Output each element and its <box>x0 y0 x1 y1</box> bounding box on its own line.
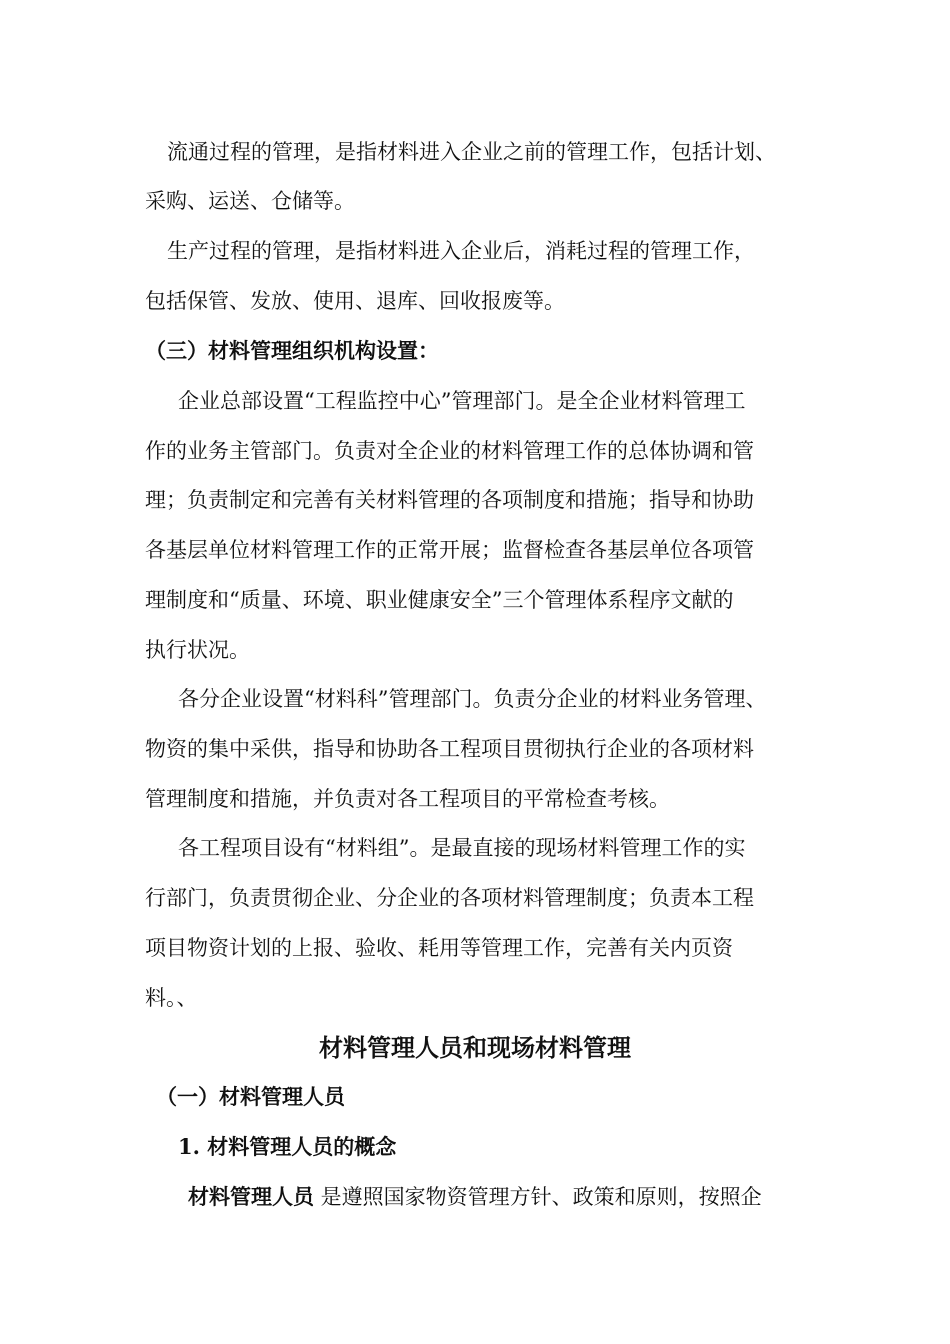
paragraph-line: 包括保管、发放、使用、退库、回收报废等。 <box>145 289 565 313</box>
item-heading: 1. 材料管理人员的概念 <box>178 1134 397 1159</box>
definition-term: 材料管理人员 <box>188 1184 314 1209</box>
paragraph-line: 理制度和“质量、环境、职业健康安全”三个管理体系程序文献的 <box>145 588 734 612</box>
paragraph-line: 管理制度和措施，并负责对各工程项目的平常检查考核。 <box>145 787 670 811</box>
paragraph-line: 各工程项目设有“材料组”。是最直接的现场材料管理工作的实 <box>178 836 746 860</box>
definition-line <box>188 1182 762 1212</box>
paragraph-line: 作的业务主管部门。负责对全企业的材料管理工作的总体协调和管 <box>145 439 754 463</box>
paragraph-line: 行部门，负责贯彻企业、分企业的各项材料管理制度；负责本工程 <box>145 886 754 910</box>
paragraph-line: 采购、运送、仓储等。 <box>145 189 355 213</box>
paragraph-line: 生产过程的管理，是指材料进入企业后，消耗过程的管理工作， <box>167 239 755 263</box>
paragraph-line: 项目物资计划的上报、验收、耗用等管理工作，完善有关内页资 <box>145 936 733 960</box>
paragraph-line: 料。、 <box>145 986 198 1010</box>
section-heading: （三）材料管理组织机构设置： <box>145 338 439 363</box>
paragraph-line: 执行状况。 <box>145 638 250 662</box>
subsection-heading: （一）材料管理人员 <box>156 1084 345 1109</box>
paragraph-line: 物资的集中采供，指导和协助各工程项目贯彻执行企业的各项材料 <box>145 737 754 761</box>
chapter-title: 材料管理人员和现场材料管理 <box>319 1033 631 1062</box>
paragraph-line: 各基层单位材料管理工作的正常开展；监督检查各基层单位各项管 <box>145 538 754 562</box>
paragraph-line: 流通过程的管理，是指材料进入企业之前的管理工作，包括计划、 <box>167 140 776 164</box>
definition-text: 是遵照国家物资管理方针、政策和原则，按照企 <box>314 1185 762 1209</box>
paragraph-line: 各分企业设置“材料科”管理部门。负责分企业的材料业务管理、 <box>178 687 767 711</box>
paragraph-line: 理；负责制定和完善有关材料管理的各项制度和措施；指导和协助 <box>145 488 754 512</box>
paragraph-line: 企业总部设置“工程监控中心”管理部门。是全企业材料管理工 <box>178 389 746 413</box>
